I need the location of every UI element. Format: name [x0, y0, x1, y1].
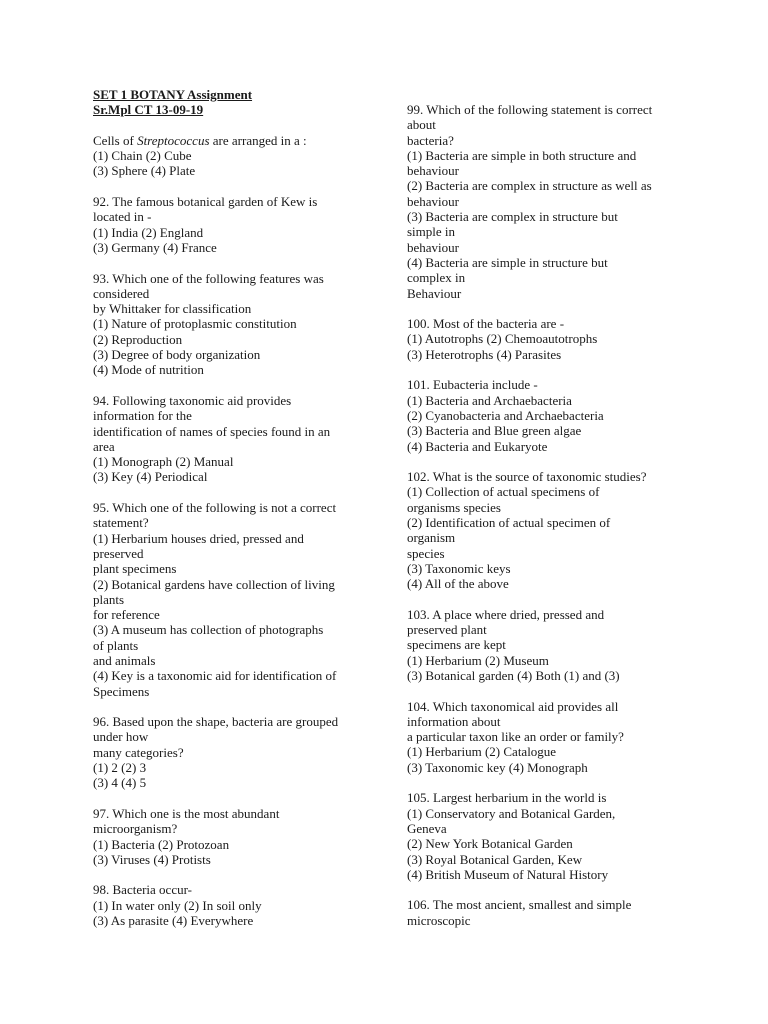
question-line: 99. Which of the following statement is correct — [407, 102, 653, 117]
question-line: (3) Bacteria and Blue green algae — [407, 423, 582, 439]
question-line: Geneva — [407, 820, 447, 836]
question-line: simple in — [407, 224, 456, 240]
question-line: plant specimens — [93, 561, 177, 577]
question-block — [407, 316, 697, 362]
question-line: (2) Reproduction — [93, 331, 183, 347]
question-line: a particular taxon like an order or family? — [407, 729, 624, 745]
question-line: (4) Bacteria and Eukaryote — [407, 438, 548, 454]
question-line: (3) Bacteria are complex in structure but — [407, 209, 618, 225]
question-line: Behaviour — [407, 285, 462, 301]
question-line: (4) Mode of nutrition — [93, 362, 204, 378]
question-line: 94. Following taxonomic aid provides — [93, 392, 292, 408]
question-line: 95. Which one of the following is not a correct — [93, 500, 337, 516]
right-question-list — [407, 102, 697, 928]
question-block — [407, 607, 697, 683]
question-line: (1) Herbarium (2) Museum — [407, 652, 549, 668]
question-line: (1) Herbarium houses dried, pressed and — [93, 530, 304, 546]
question-block — [407, 699, 697, 775]
question-line: Specimens — [93, 683, 150, 699]
question-line: about — [407, 117, 436, 133]
question-line: (3) 4 (4) 5 — [93, 775, 147, 791]
question-line: microorganism? — [93, 821, 178, 837]
question-line: 97. Which one is the most abundant — [93, 805, 280, 821]
question-line: for reference — [93, 607, 160, 623]
question-line: of plants — [93, 637, 139, 653]
question-line: (2) Bacteria are complex in structure as well as — [407, 178, 652, 194]
question-line: (1) Bacteria are simple in both structure and — [407, 147, 637, 163]
question-line: bacteria? — [407, 132, 454, 148]
question-line: (1) Monograph (2) Manual — [93, 454, 234, 470]
question-line: specimens are kept — [407, 637, 506, 653]
question-line: (3) Key (4) Periodical — [93, 469, 208, 485]
right-column — [407, 102, 697, 943]
question-line: (1) 2 (2) 3 — [93, 760, 147, 776]
question-line: (3) As parasite (4) Everywhere — [93, 913, 254, 929]
question-line: area — [93, 438, 115, 454]
question-line: (3) A museum has collection of photographs — [93, 622, 324, 638]
question-line: behaviour — [407, 239, 459, 255]
question-line: behaviour — [407, 163, 459, 179]
question-line: information about — [407, 713, 501, 729]
question-line: (1) Herbarium (2) Catalogue — [407, 744, 557, 760]
question-line: (4) Bacteria are simple in structure but — [407, 254, 608, 270]
document-subtitle: Sr.Mpl CT 13-09-19 — [93, 102, 204, 118]
question-line: (2) New York Botanical Garden — [407, 836, 573, 852]
question-line: species — [407, 545, 445, 561]
question-block — [93, 806, 383, 867]
question-line: 93. Which one of the following features was — [93, 270, 324, 286]
question-line: 101. Eubacteria include - — [407, 377, 538, 393]
question-line: under how — [93, 729, 149, 745]
question-block — [93, 393, 383, 485]
question-line: plants — [93, 591, 125, 607]
question-line: statement? — [93, 515, 149, 531]
question-block — [93, 882, 383, 928]
question-line: 104. Which taxonomical aid provides all — [407, 698, 619, 714]
question-line: many categories? — [93, 744, 184, 760]
question-line: (4) All of the above — [407, 576, 509, 592]
question-line: identification of names of species found in an — [93, 423, 331, 439]
question-line: by Whittaker for classification — [93, 301, 252, 317]
question-line: (1) Nature of protoplasmic constitution — [93, 316, 297, 332]
question-block — [93, 271, 383, 378]
question-line: (1) Bacteria (2) Protozoan — [93, 836, 230, 852]
question-line: preserved plant — [407, 622, 487, 638]
question-block — [407, 897, 697, 928]
question-line: and animals — [93, 652, 156, 668]
question-block — [93, 194, 383, 255]
question-line: (3) Degree of body organization — [93, 347, 261, 363]
question-line: (3) Taxonomic keys — [407, 560, 511, 576]
question-line: located in - — [93, 209, 152, 225]
question-line: (3) Botanical garden (4) Both (1) and (3) — [407, 667, 620, 683]
question-block — [407, 102, 697, 301]
question-block — [407, 377, 697, 453]
question-line: (1) Autotrophs (2) Chemoautotrophs — [407, 331, 598, 347]
question-line: 98. Bacteria occur- — [93, 882, 192, 898]
question-block — [407, 469, 697, 591]
question-line: (1) In water only (2) In soil only — [93, 897, 262, 913]
question-line: behaviour — [407, 193, 459, 209]
question-line: 102. What is the source of taxonomic studies? — [407, 469, 647, 485]
question-line: 103. A place where dried, pressed and — [407, 606, 605, 622]
question-line: 105. Largest herbarium in the world is — [407, 790, 607, 806]
question-line: (2) Botanical gardens have collection of living — [93, 576, 335, 592]
question-line: Cells of Streptococcus are arranged in a : — [93, 132, 307, 148]
question-line: organisms species — [407, 499, 501, 515]
question-line: (1) India (2) England — [93, 224, 204, 240]
question-line: organism — [407, 530, 456, 546]
left-column — [93, 87, 383, 944]
question-line: microscopic — [407, 912, 471, 928]
question-block — [93, 133, 383, 179]
question-line: considered — [93, 285, 150, 301]
document-title: SET 1 BOTANY Assignment — [93, 87, 253, 102]
question-line: 106. The most ancient, smallest and simple — [407, 897, 632, 913]
question-line: (2) Cyanobacteria and Archaebacteria — [407, 407, 604, 423]
question-line: (3) Viruses (4) Protists — [93, 851, 211, 867]
question-line: 100. Most of the bacteria are - — [407, 316, 565, 332]
question-block — [407, 790, 697, 882]
question-line: 92. The famous botanical garden of Kew is — [93, 194, 318, 210]
question-line: 96. Based upon the shape, bacteria are grouped — [93, 714, 339, 730]
question-line: (3) Taxonomic key (4) Monograph — [407, 759, 588, 775]
question-line: (1) Chain (2) Cube — [93, 148, 192, 164]
question-line: (1) Bacteria and Archaebacteria — [407, 392, 572, 408]
question-line: (2) Identification of actual specimen of — [407, 515, 611, 531]
question-line: information for the — [93, 408, 192, 424]
question-block — [93, 500, 383, 699]
question-line: complex in — [407, 270, 466, 286]
question-line: (1) Conservatory and Botanical Garden, — [407, 805, 616, 821]
question-line: (1) Collection of actual specimens of — [407, 484, 600, 500]
question-line: (3) Heterotrophs (4) Parasites — [407, 346, 562, 362]
question-line: (4) Key is a taxonomic aid for identification of — [93, 668, 337, 684]
question-line: (4) British Museum of Natural History — [407, 866, 609, 882]
spacer — [93, 118, 383, 133]
question-line: (3) Germany (4) France — [93, 239, 217, 255]
question-line: (3) Sphere (4) Plate — [93, 163, 196, 179]
question-line: (3) Royal Botanical Garden, Kew — [407, 851, 583, 867]
question-line: preserved — [93, 545, 144, 561]
left-question-list — [93, 133, 383, 928]
question-block — [93, 714, 383, 790]
